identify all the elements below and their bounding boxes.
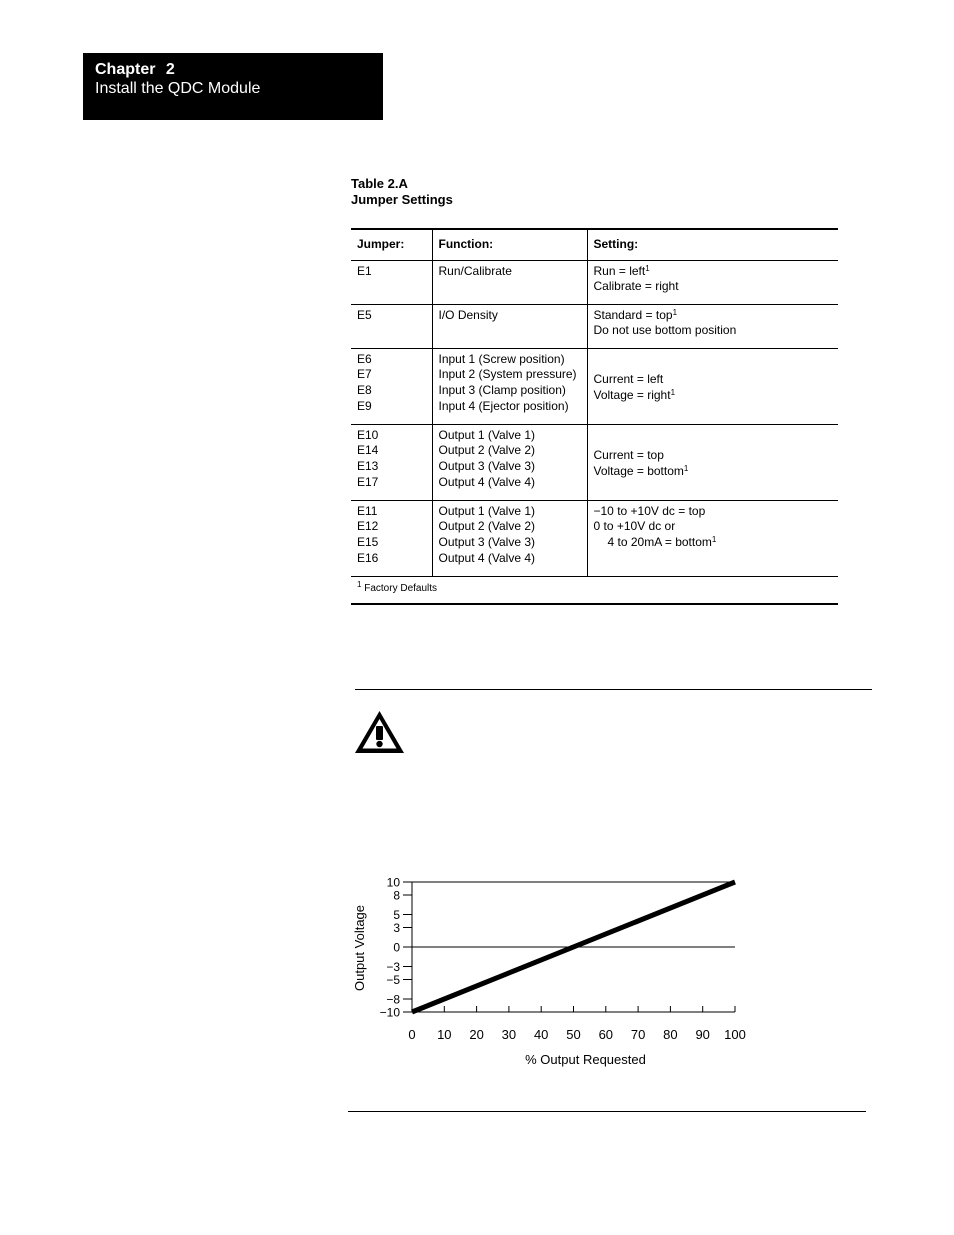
y-tick-label: 3 [393, 921, 400, 935]
jumper-id: E1 [357, 263, 372, 278]
setting-text: Voltage = right$^1$ [593, 387, 676, 402]
setting-text: 4 to 20mA = bottom$^1$ [607, 534, 717, 549]
x-tick-label: 20 [469, 1027, 484, 1042]
x-axis-label: % Output Requested [525, 1052, 646, 1067]
setting-text: Do not use bottom position [593, 323, 737, 338]
jumper-id: E6 [357, 351, 372, 366]
output-voltage-chart [340, 860, 760, 1080]
function-cell [432, 500, 587, 576]
table-row [351, 260, 838, 304]
function-text: Input 1 (Screw position) [438, 351, 565, 366]
chapter-label: Chapter [95, 61, 156, 78]
jumper-cell [351, 260, 432, 304]
jumper-id: E10 [357, 427, 379, 442]
jumper-cell [351, 500, 432, 576]
setting-text: Current = left [593, 371, 664, 386]
setting-text: −10 to +10V dc = top [593, 503, 706, 518]
function-text: Output 1 (Valve 1) [438, 427, 535, 442]
function-text: Input 2 (System pressure) [438, 367, 577, 382]
setting-text: Run = left$^1$ [593, 263, 650, 278]
footnote-mark: 1 [357, 579, 362, 589]
function-text: Output 3 (Valve 3) [438, 534, 535, 549]
jumper-id: E11 [357, 503, 378, 518]
x-tick-label: 60 [598, 1027, 614, 1042]
jumper-cell [351, 304, 432, 348]
chapter-number: 2 [165, 61, 175, 78]
setting-text: Calibrate = right [593, 279, 679, 294]
y-tick-label: 10 [386, 875, 400, 890]
x-tick-label: 100 [724, 1027, 746, 1042]
jumper-id: E7 [357, 367, 372, 382]
footnote-text: Factory Defaults [364, 582, 438, 594]
header-function: Function: [432, 229, 587, 260]
function-cell [432, 424, 587, 500]
jumper-id: E13 [357, 458, 379, 473]
y-tick-label: −3 [386, 960, 400, 974]
setting-text: Standard = top$^1$ [593, 307, 678, 322]
y-tick-label: −5 [386, 973, 400, 987]
table-number: Table 2.A [351, 176, 408, 191]
y-tick-label: 8 [393, 888, 400, 903]
jumper-cell [351, 348, 432, 424]
x-tick-label: 40 [533, 1027, 549, 1042]
setting-text: 0 to +10V dc or [593, 519, 676, 534]
jumper-id: E8 [357, 382, 372, 397]
table-footnote [351, 576, 838, 604]
function-text: Output 4 (Valve 4) [438, 474, 535, 489]
x-tick-label: 70 [630, 1027, 646, 1042]
table-row [351, 424, 838, 500]
jumper-id: E5 [357, 307, 372, 322]
setting-text: Current = top [593, 447, 664, 462]
jumper-id: E15 [357, 534, 379, 549]
setting-cell [587, 260, 838, 304]
y-tick-label: 0 [393, 940, 400, 955]
table-row [351, 348, 838, 424]
table-title: Jumper Settings [351, 192, 453, 207]
setting-cell [587, 348, 838, 424]
function-cell [432, 304, 587, 348]
y-tick-label: −10 [379, 1005, 400, 1020]
setting-cell [587, 424, 838, 500]
function-text: Output 3 (Valve 3) [438, 458, 535, 473]
table-footnote-row [351, 576, 838, 604]
function-text: I/O Density [438, 307, 498, 322]
table-row [351, 500, 838, 576]
jumper-id: E9 [357, 398, 372, 413]
function-text: Output 2 (Valve 2) [438, 443, 535, 458]
jumper-id: E17 [357, 474, 379, 489]
function-text: Output 2 (Valve 2) [438, 519, 535, 534]
header-jumper: Jumper: [351, 229, 432, 260]
setting-cell [587, 304, 838, 348]
table-row [351, 304, 838, 348]
jumper-cell [351, 424, 432, 500]
function-text: Input 4 (Ejector position) [438, 398, 569, 413]
y-axis-label: Output Voltage [352, 904, 367, 992]
chapter-line [95, 61, 181, 79]
y-tick-label: −8 [386, 992, 400, 1007]
x-tick-label: 90 [695, 1027, 710, 1042]
setting-text: Voltage = bottom$^1$ [593, 463, 689, 478]
jumper-id: E14 [357, 443, 379, 458]
function-text: Run/Calibrate [438, 263, 512, 278]
chapter-header [83, 53, 383, 120]
function-text: Output 1 (Valve 1) [438, 503, 535, 518]
function-text: Input 3 (Clamp position) [438, 382, 566, 397]
header-setting: Setting: [587, 229, 838, 260]
x-tick-label: 0 [408, 1027, 416, 1042]
x-tick-label: 80 [663, 1027, 678, 1042]
x-tick-label: 50 [566, 1027, 581, 1042]
section-rule-bottom [348, 1111, 866, 1112]
setting-cell [587, 500, 838, 576]
warning-triangle-icon [352, 708, 407, 756]
chapter-title: Install the QDC Module [95, 80, 261, 97]
function-text: Output 4 (Valve 4) [438, 550, 535, 565]
y-tick-label: 5 [393, 908, 400, 922]
function-cell [432, 348, 587, 424]
x-tick-label: 30 [501, 1027, 517, 1042]
table-header-row [351, 229, 838, 260]
jumper-id: E16 [357, 550, 379, 565]
table-caption [351, 176, 453, 208]
jumper-table [351, 228, 838, 605]
function-cell [432, 260, 587, 304]
section-rule-top [355, 689, 872, 690]
x-tick-label: 10 [437, 1027, 452, 1042]
jumper-id: E12 [357, 519, 379, 534]
